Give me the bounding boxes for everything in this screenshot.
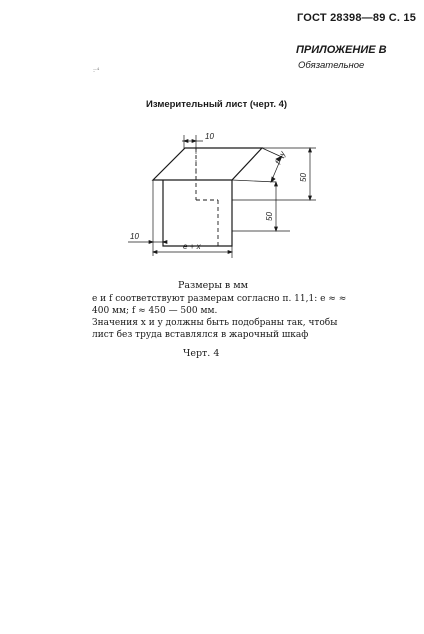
figure-caption: Черт. 4 — [183, 348, 220, 359]
appendix-status: Обязательное — [298, 60, 365, 71]
sizes-caption: Размеры в мм — [178, 280, 249, 291]
dim-diag-f-y: f - y — [273, 149, 288, 166]
note-paragraph-2: Значения x и y должны быть подобраны так, чтобы лист без труда вставлялся в жарочный шкаф — [92, 318, 338, 340]
scan-speck: :·⁴ — [93, 67, 100, 74]
dim-right-50-upper: 50 — [299, 173, 308, 182]
figure-heading: Измерительный лист (черт. 4) — [146, 99, 288, 110]
page-header-standard-code: ГОСТ 28398—89 С. 15 — [297, 12, 417, 24]
dim-top-10: 10 — [205, 132, 214, 141]
dim-right-50-lower: 50 — [265, 212, 274, 221]
note-paragraph-1: e и f соответствуют размерам согласно п. 11,1: e ≈ ≈ 400 мм; f ≈ 450 — 500 мм. — [92, 294, 347, 316]
sheet-front-flap — [163, 180, 232, 246]
sheet-top-face — [153, 148, 262, 180]
dim-width-e-x: e + x — [183, 242, 201, 251]
appendix-title: ПРИЛОЖЕНИЕ В — [296, 44, 387, 56]
dim-left-10: 10 — [130, 232, 139, 241]
hidden-edges — [196, 148, 218, 246]
